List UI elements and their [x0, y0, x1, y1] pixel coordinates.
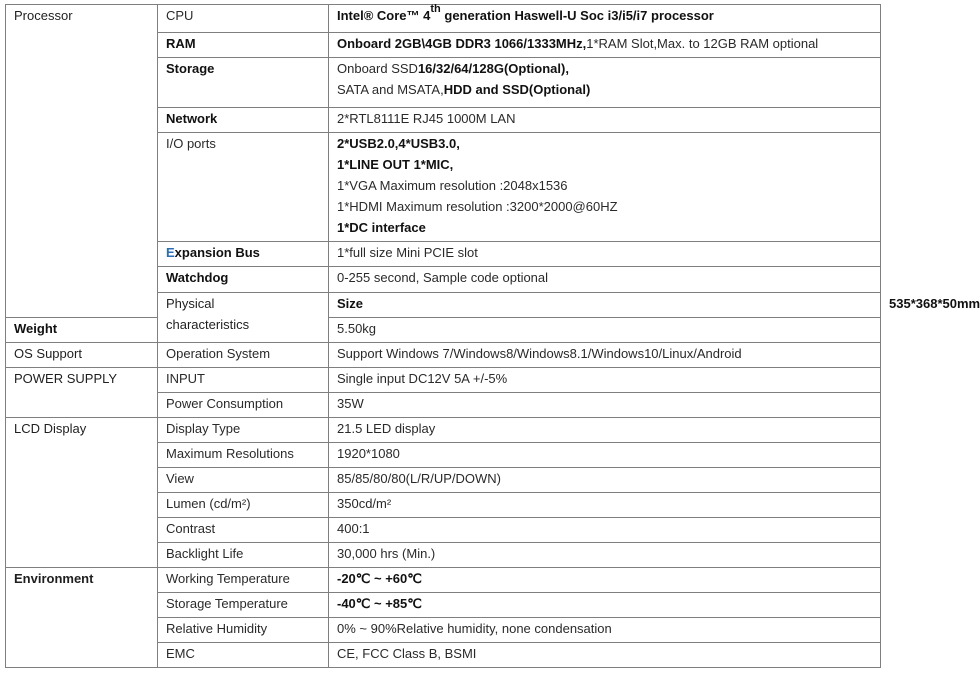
spec-label-network: Network: [158, 108, 329, 133]
category-environment: Environment: [6, 568, 158, 668]
table-row: [6, 418, 881, 443]
spec-label-cpu: CPU: [158, 5, 329, 33]
spec-value-contrast: 400:1: [329, 518, 881, 543]
category-lcd: LCD Display: [6, 418, 158, 568]
spec-value-lumen: 350cd/m²: [329, 493, 881, 518]
spec-label-expansion: Expansion Bus: [158, 242, 329, 267]
spec-label-max-res: Maximum Resolutions: [158, 443, 329, 468]
spec-label-storage: Storage: [158, 58, 329, 108]
spec-value-emc: CE, FCC Class B, BSMI: [329, 643, 881, 668]
spec-label-humidity: Relative Humidity: [158, 618, 329, 643]
spec-label-work-temp: Working Temperature: [158, 568, 329, 593]
spec-label-os: Operation System: [158, 343, 329, 368]
spec-label-watchdog: Watchdog: [158, 267, 329, 293]
spec-value-watchdog: 0-255 second, Sample code optional: [329, 267, 881, 293]
spec-label-storage-temp: Storage Temperature: [158, 593, 329, 618]
spec-value-max-res: 1920*1080: [329, 443, 881, 468]
table-row: [6, 343, 881, 368]
spec-value-network: 2*RTL8111E RJ45 1000M LAN: [329, 108, 881, 133]
spec-value-work-temp: -20℃ ~ +60℃: [329, 568, 881, 593]
spec-value-input: Single input DC12V 5A +/-5%: [329, 368, 881, 393]
table-row: [6, 368, 881, 393]
spec-label-backlight: Backlight Life: [158, 543, 329, 568]
spec-table: [5, 3, 980, 668]
spec-value-ram: Onboard 2GB\4GB DDR3 1066/1333MHz,1*RAM Slot,Max. to 12GB RAM optional: [329, 33, 881, 58]
spec-value-humidity: 0% ~ 90%Relative humidity, none condensation: [329, 618, 881, 643]
spec-value-cpu: Intel® Core™ 4th generation Haswell-U Soc i3/i5/i7 processor: [329, 5, 881, 33]
spec-value-display-type: 21.5 LED display: [329, 418, 881, 443]
spec-label-power-consumption: Power Consumption: [158, 393, 329, 418]
table-row: [6, 568, 881, 593]
spec-label-size: Size: [329, 293, 881, 318]
spec-value-view: 85/85/80/80(L/R/UP/DOWN): [329, 468, 881, 493]
spec-value-os: Support Windows 7/Windows8/Windows8.1/Windows10/Linux/Android: [329, 343, 881, 368]
table-row: Physical characteristics Size 535*368*50mm: [6, 293, 881, 318]
spec-value-backlight: 30,000 hrs (Min.): [329, 543, 881, 568]
spec-label-weight: Weight: [6, 318, 158, 343]
spec-label-emc: EMC: [158, 643, 329, 668]
spec-label-input: INPUT: [158, 368, 329, 393]
table-row: [6, 5, 881, 33]
spec-label-contrast: Contrast: [158, 518, 329, 543]
spec-label-display-type: Display Type: [158, 418, 329, 443]
spec-label-ram: RAM: [158, 33, 329, 58]
spec-label-view: View: [158, 468, 329, 493]
table-row: [6, 318, 881, 343]
spec-label-io: I/O ports: [158, 133, 329, 242]
category-power: POWER SUPPLY: [6, 368, 158, 418]
spec-value-expansion: 1*full size Mini PCIE slot: [329, 242, 881, 267]
category-processor: Processor: [6, 5, 158, 318]
spec-value-storage-temp: -40℃ ~ +85℃: [329, 593, 881, 618]
category-os: OS Support: [6, 343, 158, 368]
category-physical: Physical characteristics: [158, 293, 329, 343]
spec-value-storage: Onboard SSD16/32/64/128G(Optional), SATA and MSATA,HDD and SSD(Optional): [329, 58, 881, 108]
spec-value-io: 2*USB2.0,4*USB3.0, 1*LINE OUT 1*MIC, 1*VGA Maximum resolution :2048x1536 1*HDMI Maximum resolution :3200*2000@60HZ 1*DC interface: [329, 133, 881, 242]
spec-value-weight: 5.50kg: [329, 318, 881, 343]
spec-label-lumen: Lumen (cd/m²): [158, 493, 329, 518]
spec-value-power-consumption: 35W: [329, 393, 881, 418]
cpu-superscript: th: [430, 3, 441, 15]
